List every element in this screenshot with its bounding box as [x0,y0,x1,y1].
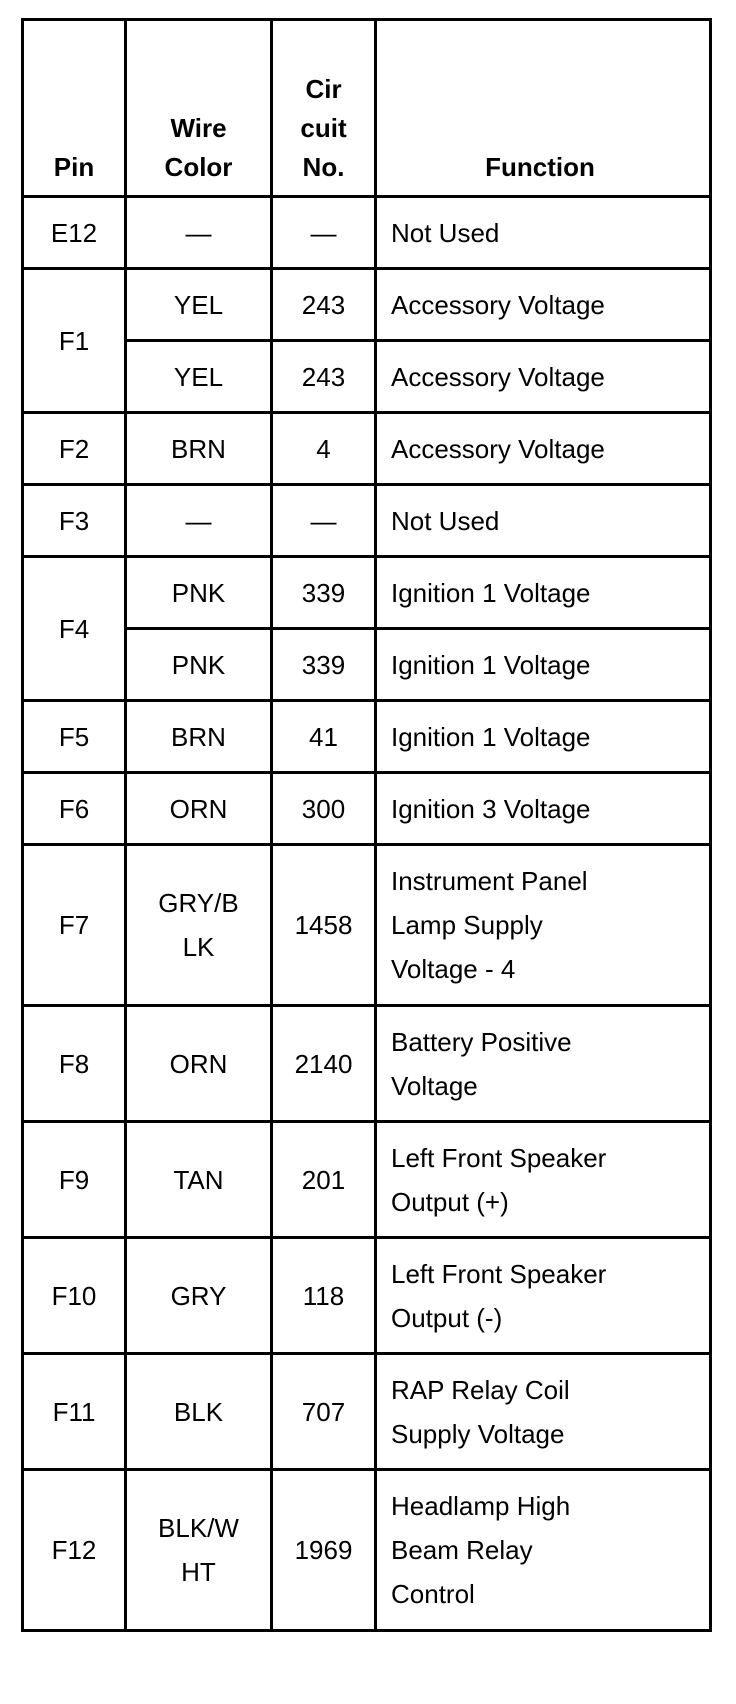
wire-color-cell: ORN [126,1006,272,1122]
table-row [23,413,711,485]
pin-cell: F11 [23,1354,126,1470]
header-wire-color: Wire Color [126,20,272,197]
pin-cell: F4 [23,557,126,701]
header-row [23,20,711,197]
pin-cell: F6 [23,773,126,845]
table-row [23,269,711,341]
header-circuit-no: Cir cuit No. [272,20,376,197]
wire-color-cell: PNK [126,557,272,629]
wire-color-cell: BRN [126,701,272,773]
circuit-cell: 243 [272,341,376,413]
circuit-cell: 41 [272,701,376,773]
function-cell: Not Used [376,197,711,269]
wire-color-cell: GRY/B LK [126,845,272,1006]
function-cell: Left Front Speaker Output (-) [376,1238,711,1354]
table-row [23,341,711,413]
table-row [23,1238,711,1354]
circuit-cell: 339 [272,557,376,629]
wire-color-cell: TAN [126,1122,272,1238]
pin-cell: F12 [23,1470,126,1631]
pin-cell: F2 [23,413,126,485]
table-row [23,1470,711,1631]
wire-color-cell: GRY [126,1238,272,1354]
circuit-cell: 1969 [272,1470,376,1631]
function-cell: Ignition 1 Voltage [376,629,711,701]
header-pin: Pin [23,20,126,197]
circuit-cell: — [272,197,376,269]
circuit-cell: 201 [272,1122,376,1238]
circuit-cell: 1458 [272,845,376,1006]
pin-cell: E12 [23,197,126,269]
circuit-cell: 707 [272,1354,376,1470]
wire-color-cell: ORN [126,773,272,845]
pin-cell: F10 [23,1238,126,1354]
function-cell: Accessory Voltage [376,341,711,413]
circuit-cell: 2140 [272,1006,376,1122]
circuit-cell: 4 [272,413,376,485]
pin-cell: F3 [23,485,126,557]
pin-cell: F8 [23,1006,126,1122]
pin-cell: F1 [23,269,126,413]
circuit-cell: 118 [272,1238,376,1354]
table-row [23,485,711,557]
function-cell: Ignition 1 Voltage [376,557,711,629]
function-cell: Battery Positive Voltage [376,1006,711,1122]
wire-color-cell: YEL [126,269,272,341]
connector-pinout-table [21,18,712,1632]
function-cell: Instrument Panel Lamp Supply Voltage - 4 [376,845,711,1006]
wire-color-cell: YEL [126,341,272,413]
pin-cell: F5 [23,701,126,773]
wire-color-cell: BLK/W HT [126,1470,272,1631]
pin-cell: F9 [23,1122,126,1238]
circuit-cell: — [272,485,376,557]
wire-color-cell: BRN [126,413,272,485]
table-row [23,701,711,773]
circuit-cell: 243 [272,269,376,341]
table-row [23,557,711,629]
wire-color-cell: — [126,197,272,269]
table-row [23,1354,711,1470]
wire-color-cell: BLK [126,1354,272,1470]
table-row [23,845,711,1006]
table-row [23,773,711,845]
function-cell: RAP Relay Coil Supply Voltage [376,1354,711,1470]
pin-cell: F7 [23,845,126,1006]
function-cell: Not Used [376,485,711,557]
table-row [23,1006,711,1122]
wire-color-cell: — [126,485,272,557]
function-cell: Ignition 3 Voltage [376,773,711,845]
header-function: Function [376,20,711,197]
function-cell: Headlamp High Beam Relay Control [376,1470,711,1631]
function-cell: Accessory Voltage [376,413,711,485]
table-row [23,197,711,269]
table-row [23,629,711,701]
function-cell: Ignition 1 Voltage [376,701,711,773]
function-cell: Accessory Voltage [376,269,711,341]
table-row [23,1122,711,1238]
wire-color-cell: PNK [126,629,272,701]
circuit-cell: 300 [272,773,376,845]
circuit-cell: 339 [272,629,376,701]
function-cell: Left Front Speaker Output (+) [376,1122,711,1238]
